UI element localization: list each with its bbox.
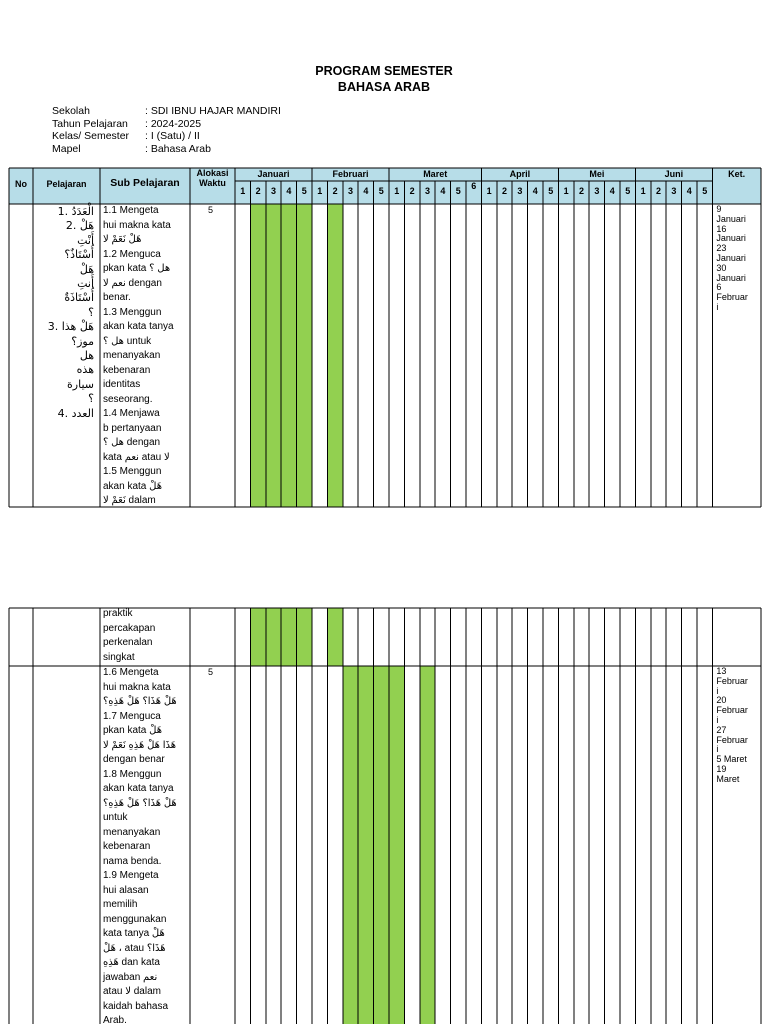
- week-number: 5: [625, 186, 631, 196]
- pelajaran-line: العدد .4: [57, 406, 94, 420]
- week-number: 3: [347, 186, 353, 196]
- pelajaran-line: أَنتِ: [77, 277, 94, 290]
- ket-line: Februar: [716, 705, 748, 716]
- week-number: 2: [501, 186, 507, 196]
- sub-pelajaran-line: pkan kata هَلْ: [103, 725, 163, 736]
- sub-pelajaran-line: 1.2 Menguca: [103, 248, 161, 260]
- scheduled-week-fill: [420, 666, 435, 1024]
- month-header-juni: Juni: [664, 169, 684, 179]
- ket-line: Februar: [716, 734, 748, 745]
- info-label: Kelas/ Semester: [52, 130, 130, 142]
- info-value: : 2024-2025: [145, 117, 202, 130]
- pelajaran-line: أُسْتَاذَةٌ: [64, 291, 94, 305]
- sub-pelajaran-line: akan kata tanya: [103, 783, 174, 794]
- sub-pelajaran-line: menanyakan: [103, 350, 161, 361]
- week-number: 3: [270, 186, 276, 196]
- week-number: 5: [702, 186, 708, 196]
- alokasi-value: 5: [208, 205, 214, 215]
- week-number: 3: [517, 186, 523, 196]
- header-sub-pelajaran: Sub Pelajaran: [110, 177, 180, 189]
- week-number: 1: [640, 186, 646, 196]
- ket-line: 19: [716, 764, 727, 774]
- scheduled-week-fill: [358, 666, 373, 1024]
- ket-line: i: [716, 685, 719, 696]
- sub-pelajaran-line: atau لا dalam: [103, 986, 161, 997]
- ket-line: 30: [716, 262, 727, 273]
- month-header-januari: Januari: [257, 169, 290, 179]
- scheduled-week-fill: [297, 608, 312, 666]
- week-number: 2: [409, 186, 415, 196]
- ket-line: Maret: [716, 773, 740, 784]
- scheduled-week-fill: [250, 204, 265, 507]
- week-number: 3: [671, 186, 677, 196]
- ket-line: 9: [716, 204, 722, 214]
- sub-pelajaran-line: nama benda.: [103, 855, 162, 867]
- ket-line: 16: [716, 223, 727, 234]
- sub-pelajaran-line: memilih: [103, 899, 138, 910]
- week-number: 6: [471, 181, 477, 191]
- ket-line: 6: [716, 282, 722, 293]
- alokasi-value: 5: [208, 667, 214, 677]
- ket-line: Januari: [716, 213, 746, 224]
- sub-pelajaran-line: هَلْ ، atau هَذَا؟: [103, 942, 166, 954]
- scheduled-week-fill: [297, 204, 312, 507]
- ket-line: 5 Maret: [716, 754, 747, 765]
- sub-pelajaran-line: kebenaran: [103, 364, 151, 376]
- week-number: 4: [286, 186, 292, 196]
- sub-pelajaran-line: هَذَا هَلْ هَذِهِ نَعَمْ لا: [103, 739, 176, 751]
- sub-pelajaran-line: 1.7 Menguca: [103, 710, 161, 722]
- sub-pelajaran-line: 1.1 Mengeta: [103, 205, 159, 216]
- header-pelajaran: Pelajaran: [46, 179, 87, 189]
- sub-pelajaran-line: Arab.: [103, 1015, 127, 1026]
- info-value: : SDI IBNU HAJAR MANDIRI: [145, 105, 281, 117]
- week-number: 2: [255, 186, 261, 196]
- document-subtitle: BAHASA ARAB: [337, 80, 431, 94]
- info-label: Mapel: [52, 142, 81, 155]
- scheduled-week-fill: [281, 204, 296, 507]
- pelajaran-line: ؟: [88, 305, 94, 319]
- week-number: 1: [563, 186, 569, 196]
- sub-pelajaran-line: kebenaran: [103, 841, 151, 852]
- scheduled-week-fill: [266, 608, 281, 666]
- sub-pelajaran-line: singkat: [103, 651, 135, 663]
- sub-pelajaran-line: هَلْ هَذَا؟ هَلْ هَذِهِ؟: [103, 797, 177, 809]
- week-number: 2: [655, 186, 661, 196]
- sub-pelajaran-line: praktik: [103, 608, 133, 619]
- week-number: 5: [548, 186, 554, 196]
- week-number: 5: [378, 186, 384, 196]
- header-alokasi: Alokasi Waktu: [196, 168, 229, 188]
- header-no: No: [15, 179, 27, 189]
- scheduled-week-fill: [250, 608, 265, 666]
- sub-pelajaran-line: نعم لا dengan: [103, 277, 162, 289]
- ket-line: Februar: [716, 292, 748, 303]
- week-number: 1: [240, 186, 246, 196]
- pelajaran-line: هل: [79, 349, 94, 362]
- header-ket: Ket.: [728, 169, 746, 179]
- sub-pelajaran-line: 1.3 Menggun: [103, 306, 162, 318]
- ket-line: Januari: [716, 233, 746, 244]
- week-number: 4: [686, 186, 692, 196]
- sub-pelajaran-line: هَذِهِ dan kata: [103, 957, 160, 968]
- scheduled-week-fill: [374, 666, 389, 1024]
- week-number: 1: [394, 186, 400, 196]
- ket-line: i: [716, 744, 719, 755]
- sub-pelajaran-line: 1.8 Menggun: [103, 768, 162, 780]
- sub-pelajaran-line: perkenalan: [103, 637, 153, 648]
- sub-pelajaran-line: seseorang.: [103, 393, 153, 405]
- ket-line: Januari: [716, 272, 746, 283]
- sub-pelajaran-line: نَعَمْ لا dalam: [103, 495, 156, 506]
- sub-pelajaran-line: jawaban نعم: [103, 971, 158, 983]
- scheduled-week-fill: [266, 204, 281, 507]
- ket-line: 20: [716, 695, 727, 706]
- scheduled-week-fill: [389, 666, 404, 1024]
- sub-pelajaran-line: هل ؟ dengan: [103, 437, 161, 448]
- week-number: 4: [532, 186, 538, 196]
- week-number: 2: [578, 186, 584, 196]
- sub-pelajaran-line: hui alasan: [103, 884, 149, 896]
- sub-pelajaran-line: هَلْ نَعَمْ لا: [103, 234, 142, 245]
- sub-pelajaran-line: menanyakan: [103, 826, 161, 838]
- month-header-mei: Mei: [589, 169, 605, 179]
- sub-pelajaran-line: dengan benar: [103, 754, 165, 765]
- week-number: 2: [332, 186, 338, 196]
- pelajaran-line: أُسْتَاذٌ؟: [64, 248, 94, 262]
- pelajaran-line: هَلْ هذا .3: [47, 320, 94, 334]
- sub-pelajaran-line: menggunakan: [103, 913, 167, 925]
- document-title: PROGRAM SEMESTER: [315, 64, 453, 78]
- sub-pelajaran-line: 1.4 Menjawa: [103, 408, 160, 419]
- sub-pelajaran-line: akan kata هَلْ: [103, 480, 163, 492]
- sub-pelajaran-line: هَلْ هَذَا؟ هَلْ هَذِهِ؟: [103, 696, 177, 707]
- info-label: Tahun Pelajaran: [52, 117, 128, 130]
- sub-pelajaran-line: percakapan: [103, 622, 156, 634]
- week-number: 1: [317, 186, 323, 196]
- pelajaran-line: موز؟: [71, 334, 94, 348]
- info-label: Sekolah: [52, 105, 90, 117]
- month-header-februari: Februari: [332, 169, 369, 179]
- week-number: 5: [301, 186, 307, 196]
- week-number: 3: [424, 186, 430, 196]
- sub-pelajaran-line: akan kata tanya: [103, 321, 174, 332]
- month-header-april: April: [509, 169, 531, 179]
- pelajaran-line: هذه: [76, 363, 94, 377]
- sub-pelajaran-line: identitas: [103, 379, 141, 390]
- sub-pelajaran-line: untuk: [103, 812, 128, 823]
- sub-pelajaran-line: kaidah bahasa: [103, 1000, 169, 1012]
- sub-pelajaran-line: 1.6 Mengeta: [103, 667, 159, 678]
- week-number: 3: [594, 186, 600, 196]
- ket-line: Januari: [716, 253, 746, 263]
- pelajaran-line: أَنْتِ: [77, 233, 94, 247]
- week-number: 1: [486, 186, 492, 196]
- sub-pelajaran-line: kata نعم atau لا: [103, 451, 170, 463]
- ket-line: 23: [716, 243, 727, 254]
- info-value: : I (Satu) / II: [145, 130, 200, 142]
- week-number: 4: [609, 186, 615, 196]
- sub-pelajaran-line: 1.5 Menggun: [103, 466, 162, 477]
- pelajaran-line: سيارة: [67, 377, 94, 391]
- week-number: 4: [440, 186, 446, 196]
- ket-line: 13: [716, 666, 727, 676]
- sub-pelajaran-line: b pertanyaan: [103, 422, 162, 434]
- sub-pelajaran-line: kata tanya هَلْ: [103, 928, 165, 939]
- scheduled-week-fill: [343, 666, 358, 1024]
- pelajaran-line: ؟: [88, 392, 94, 406]
- week-number: 5: [455, 186, 461, 196]
- sub-pelajaran-line: 1.9 Mengeta: [103, 870, 159, 881]
- scheduled-week-fill: [281, 608, 296, 666]
- sub-pelajaran-line: pkan kata هل ؟: [103, 263, 171, 274]
- scheduled-week-fill: [327, 608, 342, 666]
- week-number: 4: [363, 186, 369, 196]
- sub-pelajaran-line: benar.: [103, 292, 131, 303]
- ket-line: Februar: [716, 675, 748, 686]
- sub-pelajaran-line: هل ؟ untuk: [103, 335, 152, 347]
- pelajaran-line: الْعَدَدُ .1: [57, 205, 94, 218]
- sub-pelajaran-line: hui makna kata: [103, 681, 171, 693]
- month-header-maret: Maret: [423, 169, 448, 179]
- ket-line: i: [716, 715, 719, 725]
- pelajaran-line: هَلْ .2: [65, 219, 94, 233]
- ket-line: 27: [716, 724, 727, 735]
- scheduled-week-fill: [327, 204, 342, 507]
- sub-pelajaran-line: hui makna kata: [103, 219, 171, 231]
- ket-line: i: [716, 302, 719, 312]
- info-value: : Bahasa Arab: [145, 142, 211, 155]
- pelajaran-line: هَلْ: [79, 262, 94, 276]
